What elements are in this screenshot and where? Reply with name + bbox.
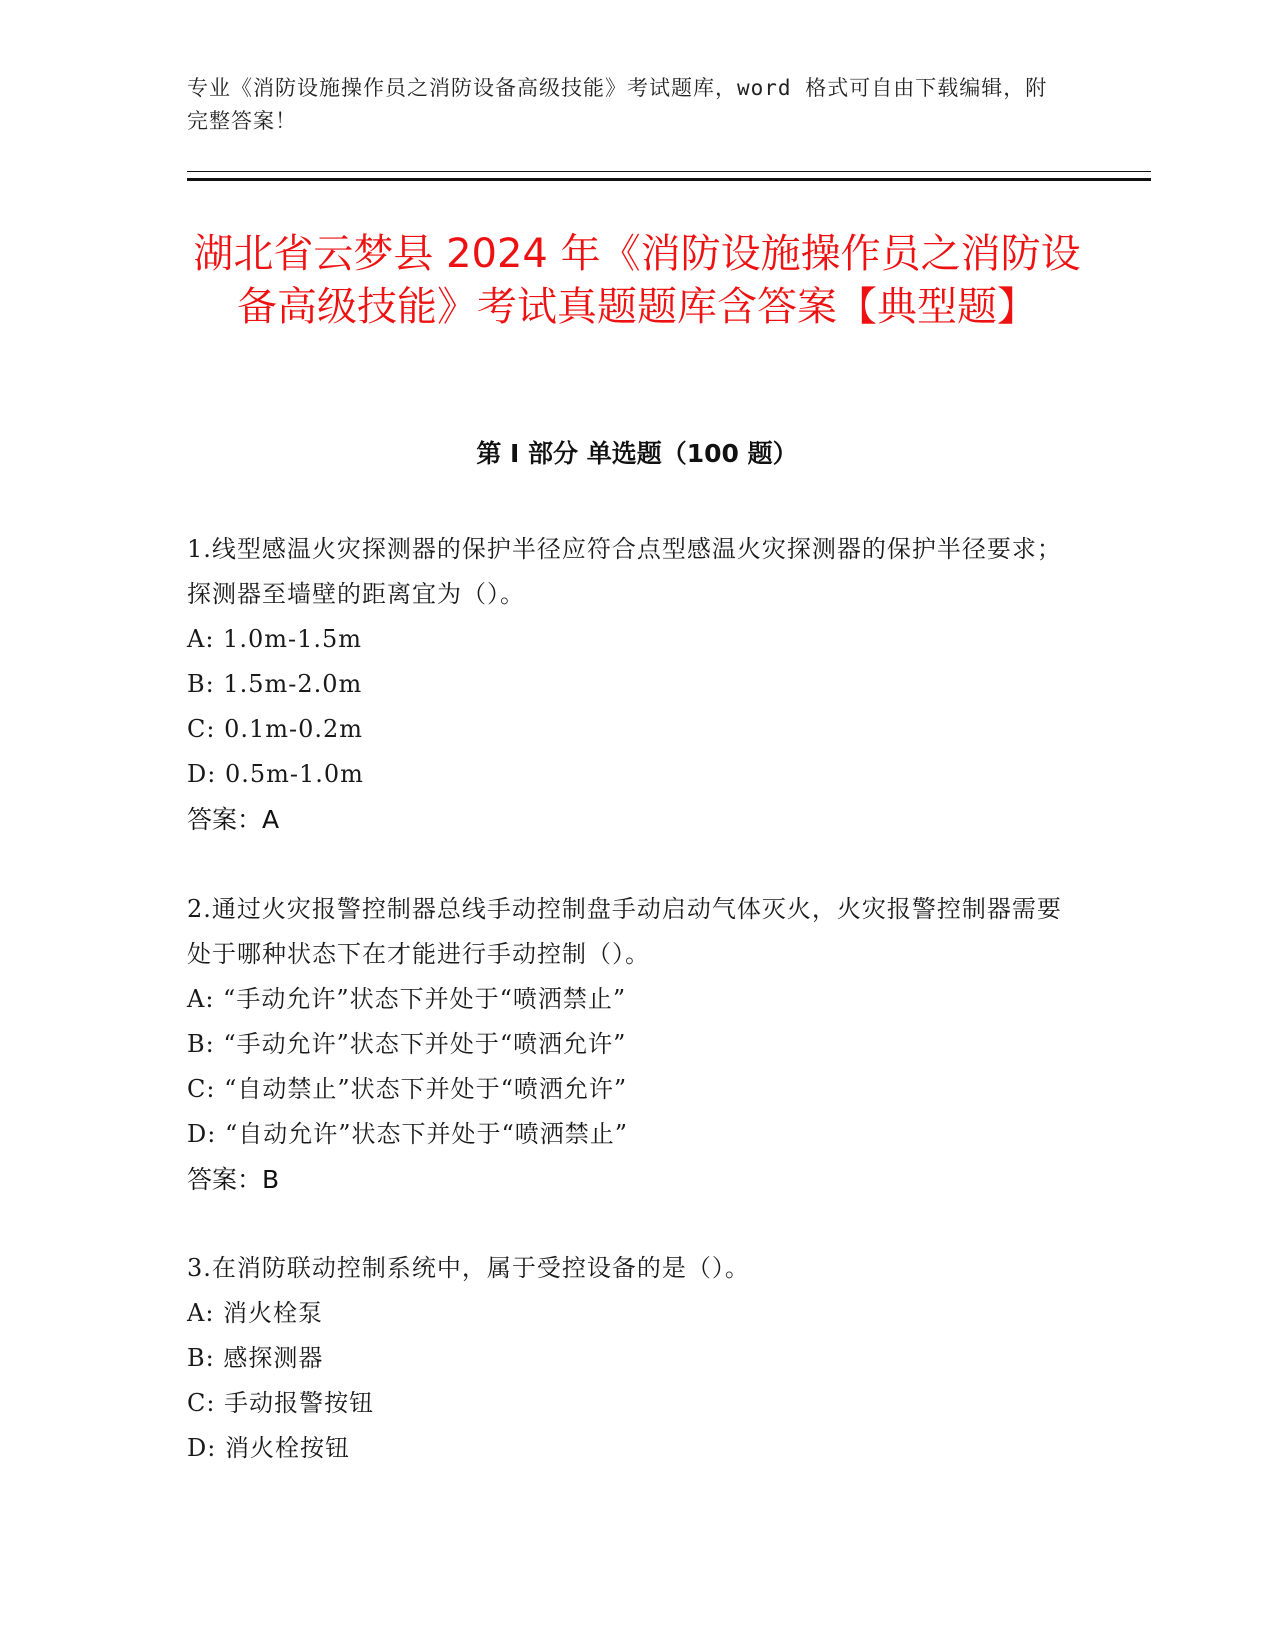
option-d: D: “自动允许”状态下并处于“喷洒禁止” xyxy=(187,1120,629,1148)
question-item xyxy=(187,887,1067,1202)
question-stem: 2.通过火灾报警控制器总线手动控制盘手动启动气体灭火，火灾报警控制器需要处于哪种状态下在才能进行手动控制（）。 xyxy=(187,895,1062,968)
section-title: 第 I 部分 单选题（100 题） xyxy=(476,439,798,468)
question-stem: 3.在消防联动控制系统中，属于受控设备的是（）。 xyxy=(187,1254,750,1282)
answer-line: 答案：A xyxy=(187,805,280,834)
option-c: C: 0.1m-0.2m xyxy=(187,715,364,743)
option-b: B: 感探测器 xyxy=(187,1344,324,1372)
option-a: A: “手动允许”状态下并处于“喷洒禁止” xyxy=(187,985,627,1013)
header-divider-thick xyxy=(187,178,1151,181)
header-note: 专业《消防设施操作员之消防设备高级技能》考试题库，word 格式可自由下载编辑，附完整答案！ xyxy=(187,76,1048,133)
option-d: D: 0.5m-1.0m xyxy=(187,760,364,788)
option-d: D: 消火栓按钮 xyxy=(187,1434,350,1462)
option-b: B: “手动允许”状态下并处于“喷洒允许” xyxy=(187,1030,627,1058)
question-stem: 1.线型感温火灾探测器的保护半径应符合点型感温火灾探测器的保护半径要求；探测器至墙壁的距离宜为（）。 xyxy=(187,535,1062,608)
question-item xyxy=(187,1246,1067,1471)
question-item xyxy=(187,527,1067,842)
option-a: A: 消火栓泵 xyxy=(187,1299,324,1327)
header-divider-thin xyxy=(187,171,1151,172)
option-b: B: 1.5m-2.0m xyxy=(187,670,363,698)
option-c: C: 手动报警按钮 xyxy=(187,1389,375,1417)
option-c: C: “自动禁止”状态下并处于“喷洒允许” xyxy=(187,1075,628,1103)
answer-line: 答案：B xyxy=(187,1165,280,1194)
option-a: A: 1.0m-1.5m xyxy=(187,625,363,653)
document-title: 湖北省云梦县 2024 年《消防设施操作员之消防设备高级技能》考试真题题库含答案【典型题】 xyxy=(193,231,1081,330)
